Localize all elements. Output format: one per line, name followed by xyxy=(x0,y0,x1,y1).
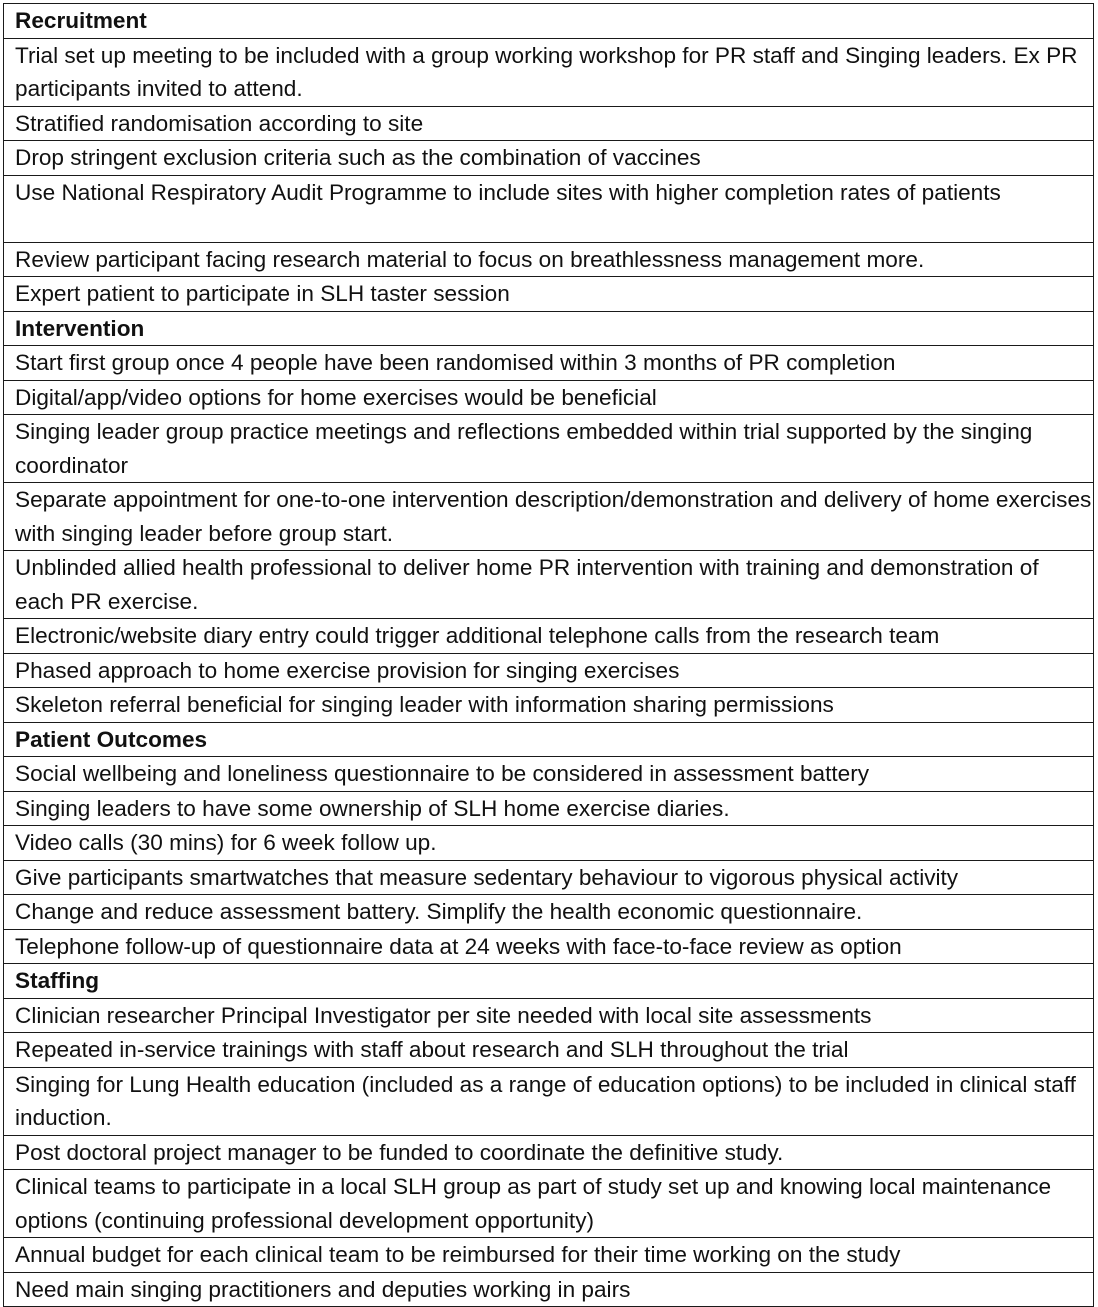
table-row xyxy=(4,757,1094,792)
table-cell: Video calls (30 mins) for 6 week follow up. xyxy=(4,826,1094,861)
table-cell: Start first group once 4 people have been randomised within 3 months of PR completion xyxy=(4,346,1094,381)
table-cell: Drop stringent exclusion criteria such as the combination of vaccines xyxy=(4,141,1094,176)
table-cell: Repeated in-service trainings with staff about research and SLH throughout the trial xyxy=(4,1033,1094,1068)
section-header-row xyxy=(4,964,1094,999)
table-cell: Electronic/website diary entry could trigger additional telephone calls from the research team xyxy=(4,619,1094,654)
table-row xyxy=(4,106,1094,141)
table-cell: Need main singing practitioners and deputies working in pairs xyxy=(4,1272,1094,1307)
table-row xyxy=(4,860,1094,895)
table-cell: Singing leaders to have some ownership of SLH home exercise diaries. xyxy=(4,791,1094,826)
table-row xyxy=(4,1170,1094,1238)
table-cell: Digital/app/video options for home exercises would be beneficial xyxy=(4,380,1094,415)
table-cell: Singing for Lung Health education (included as a range of education options) to be included in clinical staff induction. xyxy=(4,1067,1094,1135)
table-row xyxy=(4,415,1094,483)
table-cell: Phased approach to home exercise provision for singing exercises xyxy=(4,653,1094,688)
table-row xyxy=(4,175,1094,242)
table-cell: Review participant facing research material to focus on breathlessness management more. xyxy=(4,242,1094,277)
table-row xyxy=(4,826,1094,861)
table-row xyxy=(4,346,1094,381)
recommendations-table xyxy=(3,3,1094,1307)
table-row xyxy=(4,38,1094,106)
section-heading-intervention: Intervention xyxy=(4,311,1094,346)
table-row xyxy=(4,380,1094,415)
table-cell: Separate appointment for one-to-one intervention description/demonstration and delivery of home exercises with singing leader before group start. xyxy=(4,483,1094,551)
table-cell: Singing leader group practice meetings and reflections embedded within trial supported by the singing coordinator xyxy=(4,415,1094,483)
table-cell: Social wellbeing and loneliness questionnaire to be considered in assessment battery xyxy=(4,757,1094,792)
table-row xyxy=(4,1238,1094,1273)
table-row xyxy=(4,483,1094,551)
table-row xyxy=(4,551,1094,619)
table-cell: Expert patient to participate in SLH taster session xyxy=(4,277,1094,312)
table-row xyxy=(4,998,1094,1033)
table-cell: Change and reduce assessment battery. Simplify the health economic questionnaire. xyxy=(4,895,1094,930)
table-row xyxy=(4,929,1094,964)
table-row xyxy=(4,242,1094,277)
section-header-row xyxy=(4,722,1094,757)
table-row xyxy=(4,653,1094,688)
section-header-row xyxy=(4,311,1094,346)
table-cell: Telephone follow-up of questionnaire data at 24 weeks with face-to-face review as option xyxy=(4,929,1094,964)
table-row xyxy=(4,277,1094,312)
table-row xyxy=(4,688,1094,723)
table-cell: Unblinded allied health professional to deliver home PR intervention with training and demonstration of each PR exercise. xyxy=(4,551,1094,619)
table-cell: Annual budget for each clinical team to be reimbursed for their time working on the study xyxy=(4,1238,1094,1273)
table-cell: Use National Respiratory Audit Programme to include sites with higher completion rates of patients xyxy=(4,175,1094,242)
section-header-row xyxy=(4,4,1094,39)
section-heading-staffing: Staffing xyxy=(4,964,1094,999)
table-row xyxy=(4,1135,1094,1170)
table-cell: Stratified randomisation according to site xyxy=(4,106,1094,141)
table-row xyxy=(4,1033,1094,1068)
table-row xyxy=(4,895,1094,930)
table-cell: Trial set up meeting to be included with a group working workshop for PR staff and Singing leaders. Ex PR participants invited to attend. xyxy=(4,38,1094,106)
table-row xyxy=(4,619,1094,654)
table-cell: Give participants smartwatches that measure sedentary behaviour to vigorous physical activity xyxy=(4,860,1094,895)
table-row xyxy=(4,141,1094,176)
table-cell: Skeleton referral beneficial for singing leader with information sharing permissions xyxy=(4,688,1094,723)
table-row xyxy=(4,1067,1094,1135)
table-row xyxy=(4,791,1094,826)
table-cell: Clinical teams to participate in a local SLH group as part of study set up and knowing local maintenance options (continuing professional development opportunity) xyxy=(4,1170,1094,1238)
section-heading-patient-outcomes: Patient Outcomes xyxy=(4,722,1094,757)
table-cell: Post doctoral project manager to be funded to coordinate the definitive study. xyxy=(4,1135,1094,1170)
table-cell: Clinician researcher Principal Investigator per site needed with local site assessments xyxy=(4,998,1094,1033)
section-heading-recruitment: Recruitment xyxy=(4,4,1094,39)
table-row xyxy=(4,1272,1094,1307)
